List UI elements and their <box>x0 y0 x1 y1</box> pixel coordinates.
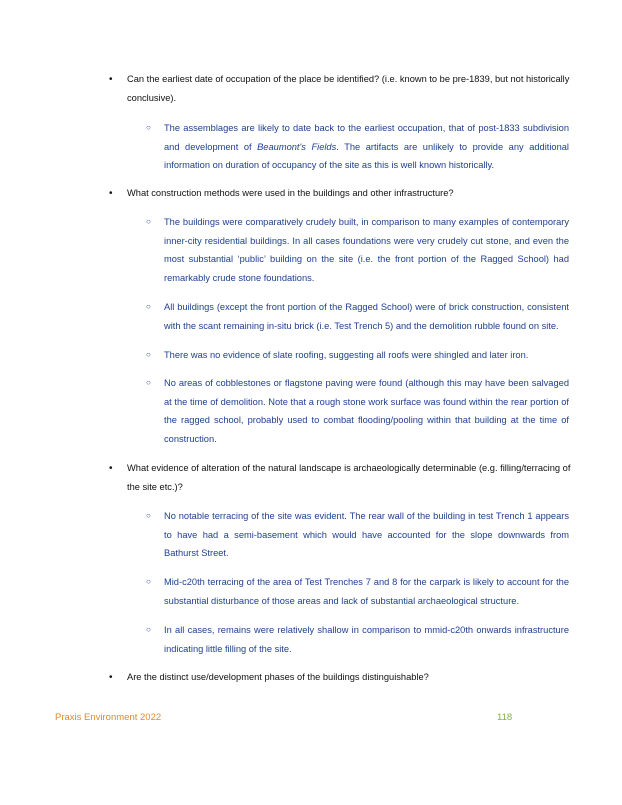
answer-bullet-7: ○ Mid-c20th terracing of the area of Test Trenches 7 and 8 for the carpark is likely to account for the substantial disturbance of those areas and lack of substantial archaeological structure. <box>164 573 569 610</box>
answer-bullet-2: ○ The buildings were comparatively crudely built, in comparison to many examples of contemporary inner-city residential buildings. In all cases foundations were very crudely cut stone, and even the most substantial ‘public’ building on the site (i.e. the front portion of the Ragged School) had remarkably crude stone foundations. <box>164 213 569 288</box>
question-bullet-3: • What evidence of alteration of the natural landscape is archaeologically determinable (e.g. filling/terracing of the site etc.)? <box>127 459 571 497</box>
answer-bullet-6: ○ No notable terracing of the site was evident. The rear wall of the building in test Trench 1 appears to have had a semi-basement which would have accounted for the slope downwards from Bathurst Street. <box>164 507 569 563</box>
question-bullet-4: • Are the distinct use/development phases of the buildings distinguishable? <box>127 668 571 687</box>
italic-place-name: Beaumont's Fields <box>257 141 337 152</box>
answer-text-part: The assemblages are likely to date back to the earliest occupation, that of post-1833 subdivision and development of <box>164 123 569 152</box>
answer-bullet-4: ○ There was no evidence of slate roofing, suggesting all roofs were shingled and later iron. <box>164 346 569 365</box>
answer-bullet-8: ○ In all cases, remains were relatively shallow in comparison to mmid-c20th onwards infrastructure indicating little filling of the site. <box>164 621 569 658</box>
answer-text-part: . The artifacts are unlikely to provide any additional information on duration of occupancy of the site as this is well known historically. <box>164 141 569 171</box>
question-bullet-2: • What construction methods were used in the buildings and other infrastructure? <box>127 184 571 203</box>
answer-bullet-1 <box>164 119 569 175</box>
footer-publisher: Praxis Environment 2022 <box>55 712 162 723</box>
answer-bullet-3: ○ All buildings (except the front portion of the Ragged School) were of brick construction, consistent with the scant remaining in-situ brick (i.e. Test Trench 5) and the demolition rubble found on site. <box>164 298 569 335</box>
answer-bullet-5: ○ No areas of cobblestones or flagstone paving were found (although this may have been salvaged at the time of demolition. Note that a rough stone work surface was found within the rear portion of the ragged school, probably used to combat flooding/pooling within that building at the time of construction. <box>164 374 569 449</box>
question-bullet-1: • Can the earliest date of occupation of the place be identified? (i.e. known to be pre-1839, but not historically conclusive). <box>127 70 571 108</box>
footer-page-number: 118 <box>497 712 513 723</box>
